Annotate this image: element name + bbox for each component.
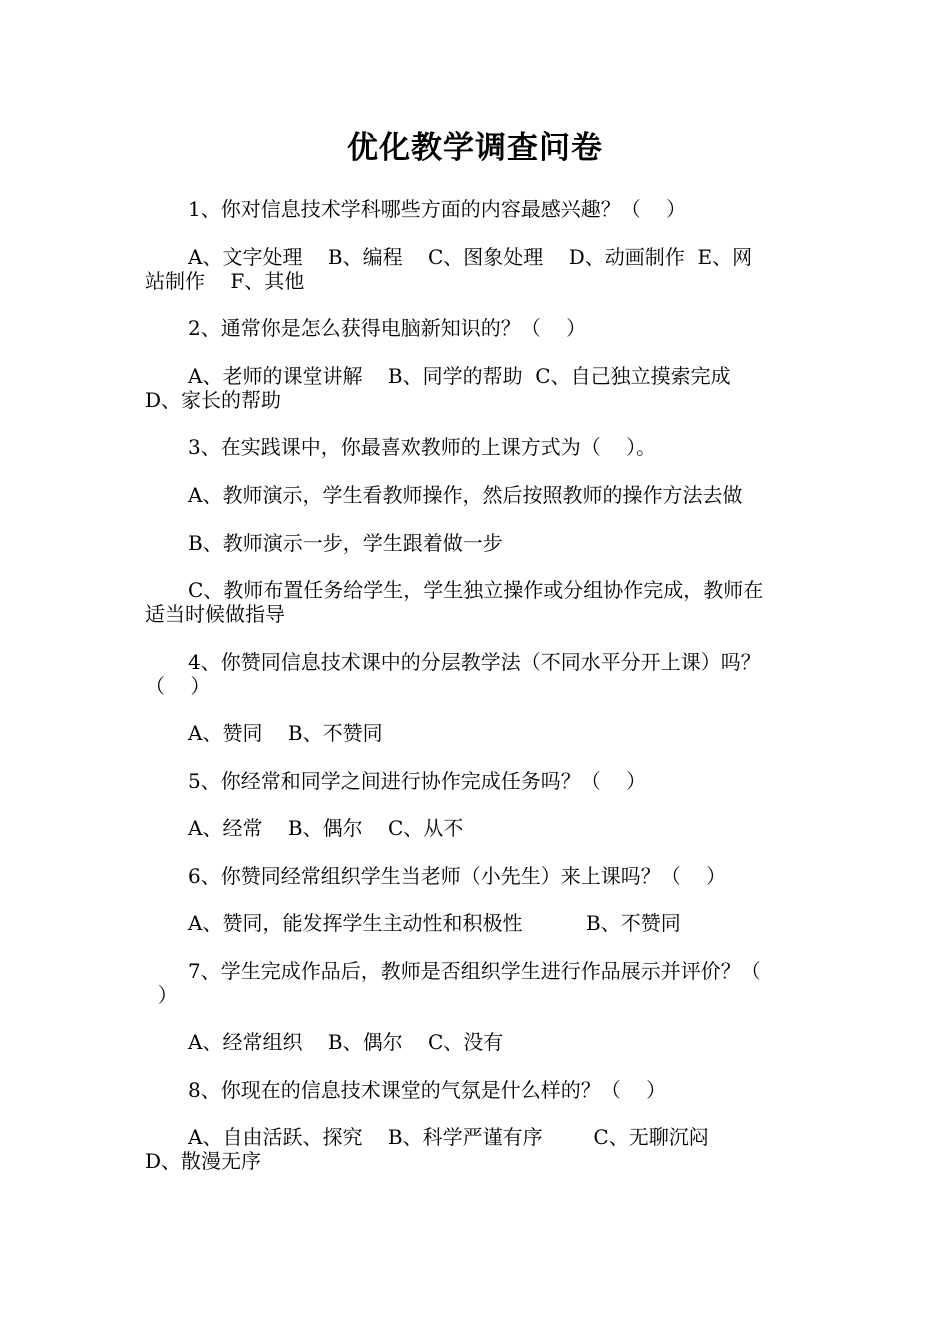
question-8: 8、你现在的信息技术课堂的气氛是什么样的？（ ）	[188, 1078, 667, 1102]
question-8-options	[145, 1125, 810, 1173]
option-line: D、家长的帮助	[145, 388, 282, 412]
question-line: 7、学生完成作品后，教师是否组织学生进行作品展示并评价？（	[188, 959, 761, 983]
question-5-options: A、经常 B、偶尔 C、从不	[188, 816, 464, 840]
question-2: 2、通常你是怎么获得电脑新知识的？（ ）	[188, 316, 587, 340]
question-3-option-b: B、教师演示一步，学生跟着做一步	[188, 531, 503, 555]
question-5: 5、你经常和同学之间进行协作完成任务吗？（ ）	[188, 769, 647, 793]
option-line: C、教师布置任务给学生，学生独立操作或分组协作完成，教师在	[188, 578, 764, 602]
option-line: A、自由活跃、探究 B、科学严谨有序 C、无聊沉闷	[188, 1125, 709, 1149]
question-7	[145, 959, 810, 1007]
question-7-options: A、经常组织 B、偶尔 C、没有	[188, 1030, 504, 1054]
question-4-options: A、赞同 B、不赞同	[188, 721, 383, 745]
question-line: （ ）	[145, 674, 211, 698]
question-4	[145, 650, 810, 698]
option-line: A、老师的课堂讲解 B、同学的帮助 C、自己独立摸索完成	[188, 364, 731, 388]
option-line: 站制作 F、其他	[145, 269, 305, 293]
question-1-options	[145, 245, 810, 293]
question-1: 1、你对信息技术学科哪些方面的内容最感兴趣？（ ）	[188, 197, 687, 221]
option-line: A、文字处理 B、编程 C、图象处理 D、动画制作 E、网	[188, 245, 753, 269]
question-2-options	[145, 364, 810, 412]
question-6-options: A、赞同，能发挥学生主动性和积极性 B、不赞同	[188, 911, 681, 935]
question-3-option-a: A、教师演示，学生看教师操作，然后按照教师的操作方法去做	[188, 483, 743, 507]
question-3: 3、在实践课中，你最喜欢教师的上课方式为（ ）。	[188, 435, 657, 459]
option-line: D、散漫无序	[145, 1149, 262, 1173]
question-3-option-c	[145, 578, 810, 626]
option-line: 适当时候做指导	[145, 602, 285, 626]
document-title: 优化教学调查问卷	[347, 130, 603, 166]
question-line: 4、你赞同信息技术课中的分层教学法（不同水平分开上课）吗？	[188, 650, 761, 674]
question-line: ）	[145, 983, 178, 1007]
question-6: 6、你赞同经常组织学生当老师（小先生）来上课吗？（ ）	[188, 864, 727, 888]
